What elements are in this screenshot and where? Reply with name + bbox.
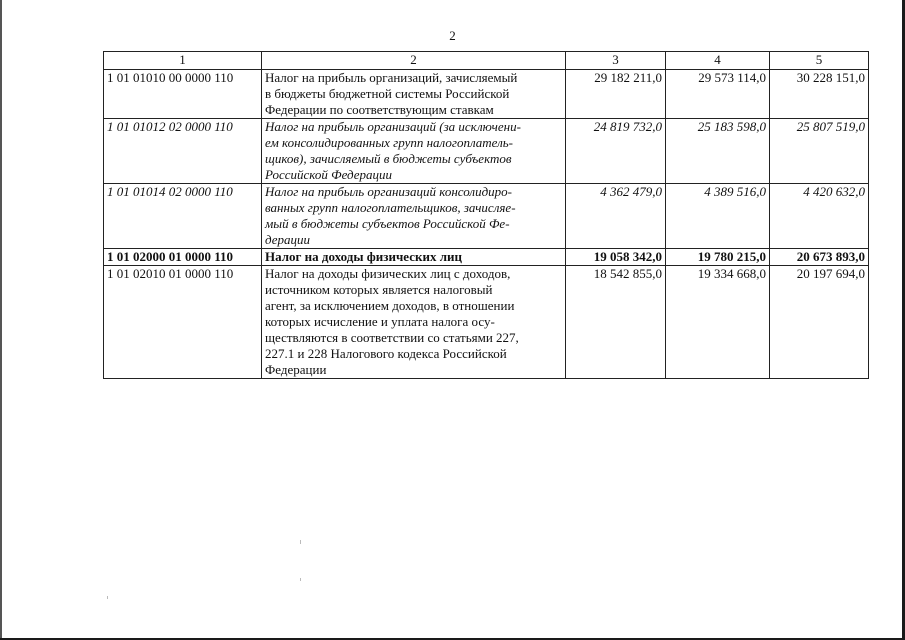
header-col-4: 4 xyxy=(666,52,770,70)
description-line: мый в бюджеты субъектов Российской Фе- xyxy=(265,216,510,231)
header-col-3: 3 xyxy=(566,52,666,70)
scan-speck xyxy=(300,578,301,581)
row-description xyxy=(262,266,566,379)
row-description xyxy=(262,70,566,119)
description-line: Налог на прибыль организаций консолидиро- xyxy=(265,184,512,199)
header-col-5: 5 xyxy=(770,52,869,70)
description-line: в бюджеты бюджетной системы Российской xyxy=(265,86,510,101)
budget-table xyxy=(103,51,869,379)
scan-speck xyxy=(107,596,108,599)
row-code: 1 01 01012 02 0000 110 xyxy=(104,119,262,184)
value-col-3: 24 819 732,0 xyxy=(566,119,666,184)
description-line: Федерации по соответствующим ставкам xyxy=(265,102,494,117)
value-col-4: 19 334 668,0 xyxy=(666,266,770,379)
table-row xyxy=(104,70,869,119)
description-line: ществляются в соответствии со статьями 227, xyxy=(265,330,519,345)
description-line: Налог на прибыль организаций (за исключени- xyxy=(265,119,521,134)
table-row xyxy=(104,266,869,379)
description-line: ванных групп налогоплательщиков, зачисляе- xyxy=(265,200,516,215)
row-code: 1 01 01014 02 0000 110 xyxy=(104,184,262,249)
description-line: Налог на доходы физических лиц с доходов, xyxy=(265,266,511,281)
header-row xyxy=(104,52,869,70)
value-col-3: 18 542 855,0 xyxy=(566,266,666,379)
row-description xyxy=(262,119,566,184)
value-col-5: 20 673 893,0 xyxy=(770,249,869,266)
description-line: Налог на прибыль организаций, зачисляемый xyxy=(265,70,518,85)
description-line: 227.1 и 228 Налогового кодекса Российской xyxy=(265,346,507,361)
header-col-2: 2 xyxy=(262,52,566,70)
description-line: Налог на доходы физических лиц xyxy=(265,249,463,264)
header-col-1: 1 xyxy=(104,52,262,70)
row-description xyxy=(262,249,566,266)
description-line: Российской Федерации xyxy=(265,167,393,182)
description-line: Федерации xyxy=(265,362,327,377)
description-line: щиков), зачисляемый в бюджеты субъектов xyxy=(265,151,512,166)
value-col-5: 30 228 151,0 xyxy=(770,70,869,119)
row-code: 1 01 01010 00 0000 110 xyxy=(104,70,262,119)
table-row xyxy=(104,184,869,249)
value-col-3: 4 362 479,0 xyxy=(566,184,666,249)
value-col-3: 29 182 211,0 xyxy=(566,70,666,119)
row-description xyxy=(262,184,566,249)
description-line: источником которых является налоговый xyxy=(265,282,493,297)
value-col-4: 19 780 215,0 xyxy=(666,249,770,266)
page-number: 2 xyxy=(449,28,456,43)
value-col-4: 29 573 114,0 xyxy=(666,70,770,119)
description-line: которых исчисление и уплата налога осу- xyxy=(265,314,495,329)
scan-speck xyxy=(300,540,301,544)
table-row xyxy=(104,249,869,266)
value-col-3: 19 058 342,0 xyxy=(566,249,666,266)
value-col-5: 25 807 519,0 xyxy=(770,119,869,184)
scan-edge-left xyxy=(0,0,2,640)
value-col-5: 4 420 632,0 xyxy=(770,184,869,249)
row-code: 1 01 02000 01 0000 110 xyxy=(104,249,262,266)
table-row xyxy=(104,119,869,184)
description-line: агент, за исключением доходов, в отношении xyxy=(265,298,515,313)
value-col-4: 4 389 516,0 xyxy=(666,184,770,249)
value-col-5: 20 197 694,0 xyxy=(770,266,869,379)
row-code: 1 01 02010 01 0000 110 xyxy=(104,266,262,379)
description-line: дерации xyxy=(265,232,311,247)
description-line: ем консолидированных групп налогоплатель- xyxy=(265,135,514,150)
value-col-4: 25 183 598,0 xyxy=(666,119,770,184)
